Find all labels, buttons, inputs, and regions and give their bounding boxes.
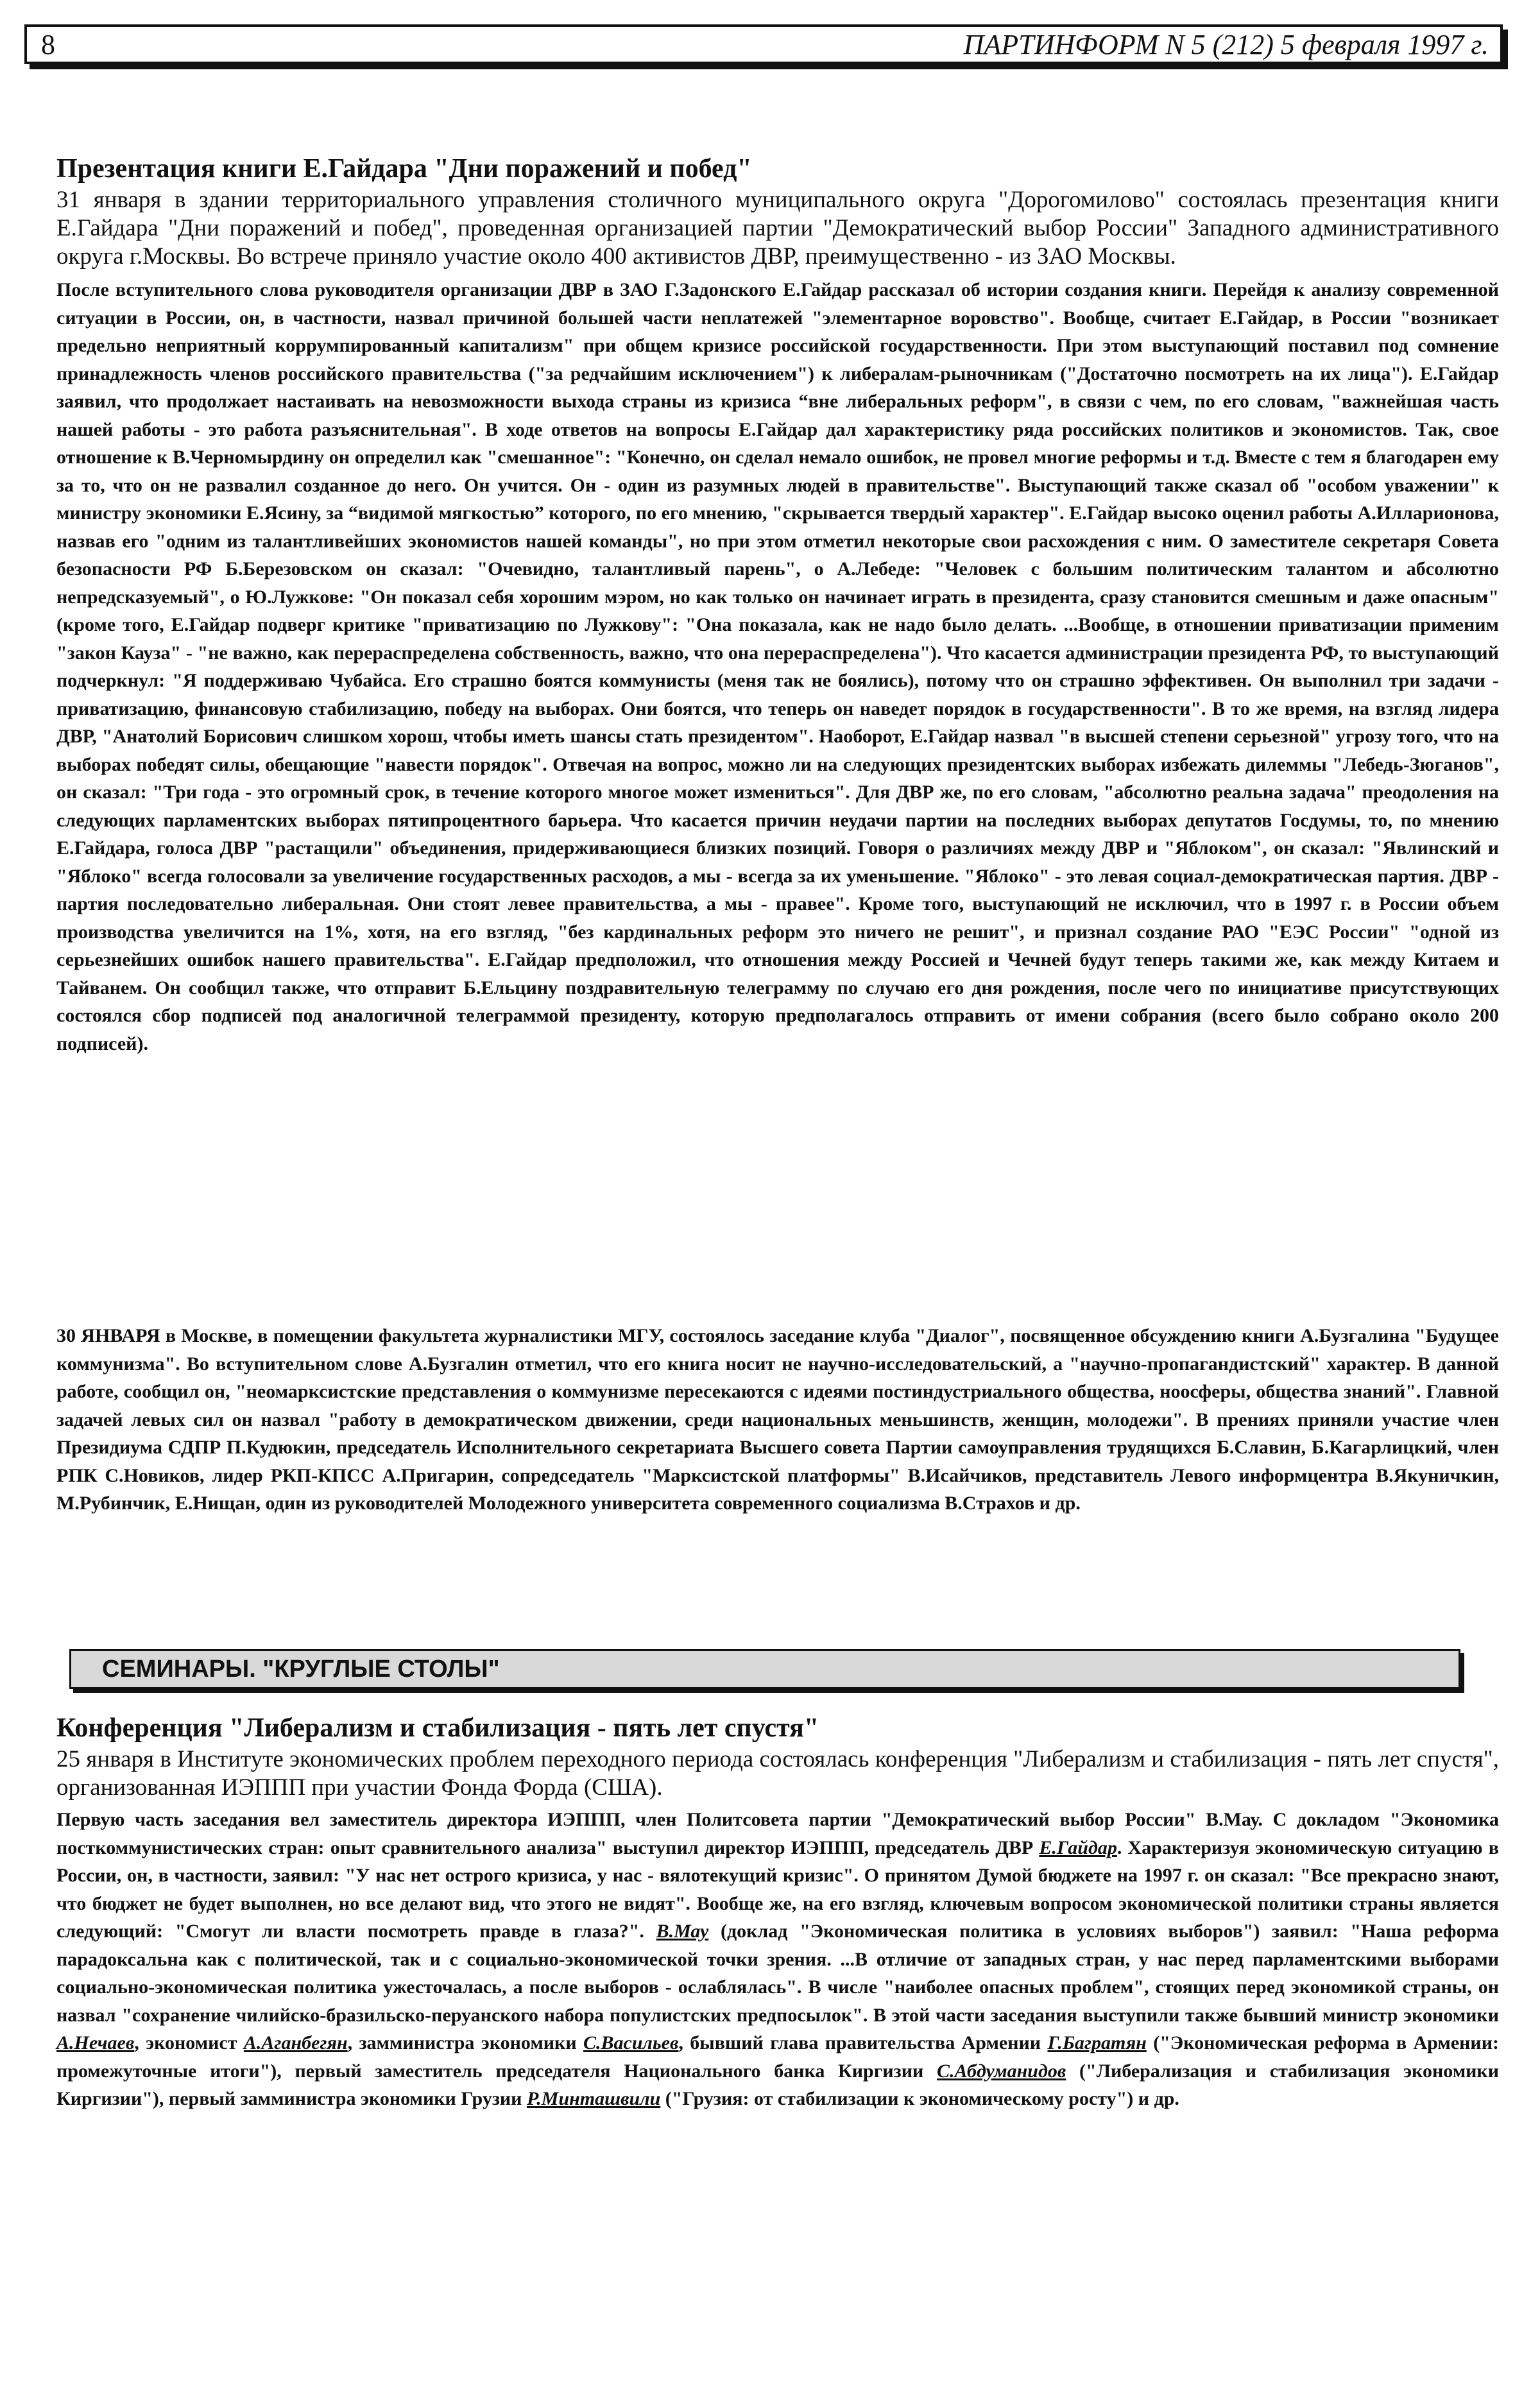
article-lead: 25 января в Институте экономических проблем переходного периода состоялась конференция "Либерализм и стабилизация - пять лет спустя", организованная ИЭППП при участии Фонда Форда (США). — [56, 1746, 1499, 1801]
speaker-name: Р.Минташвили — [526, 2088, 661, 2109]
speaker-name: В.Мау — [656, 1921, 709, 1942]
article-title: Презентация книги Е.Гайдара "Дни поражений и побед" — [56, 154, 752, 184]
body-text-segment: , бывший глава правительства Армении — [678, 2032, 1048, 2053]
body-text-segment: . Характеризуя экономическую ситуацию в России, он, в частности, заявил: "У нас нет острого кризиса, у нас - вялотекущий кризис". О принятом Думой бюджете на 1997 г. он сказал: "Все прекрасно знают, что бюджет не будет выполнен, но все делают вид, что этого не видят". Вообще же, на его взгляд, ключевым вопросом экономической политики страны является следующий: "Смогут ли власти посмотреть правде в глаза?". — [56, 1837, 1500, 1942]
article-body: 30 ЯНВАРЯ в Москве, в помещении факультета журналистики МГУ, состоялось заседание клуба "Диалог", посвященное обсуждению книги А.Бузгалина "Будущее коммунизма". Во вступительном слове А.Бузгалин отметил, что его книга носит не научно-исследовательский, а "научно-пропагандистский" характер. В данной работе, сообщил он, "неомарксистские представления о коммунизме пересекаются с идеями постиндустриального общества, ноосферы, общества знаний". Главной задачей левых сил он назвал "работу в демократическом движении, среди национальных меньшинств, женщин, молодежи". В прениях приняли участие член Президиума СДПР П.Кудюкин, председатель Исполнительного секретариата Высшего совета Партии самоуправления трудящихся Б.Славин, Б.Кагарлицкий, член РПК С.Новиков, лидер РКП-КПСС А.Пригарин, сопредседатель "Марксистской платформы" В.Исайчиков, представитель Левого информцентра В.Якуничкин, М.Рубинчик, Е.Нищан, один из руководителей Молодежного университета современного социализма В.Страхов и др. — [56, 1325, 1499, 1514]
body-text-segment: ("Либерализация и стабилизация экономики Киргизии"), первый замминистра экономики Грузии — [56, 2060, 1499, 2109]
publication-info: ПАРТИНФОРМ N 5 (212) 5 февраля 1997 г. — [963, 28, 1489, 60]
article-dialog-club — [56, 1322, 1499, 1518]
body-text-segment: (доклад "Экономическая политика в условиях выборов") заявил: "Наша реформа парадоксальна как с политической, так и с социально-экономической точки зрения. ...В отличие от западных стран, у нас перед парламентскими выборами социально-экономическая политика ужесточалась, а после выборов - ослаблялась". В числе "наиболее опасных проблем", стоящих перед экономикой страны, он назвал "сохранение чилийско-бразильско-перуанского набора популистских предпосылок". В этой части заседания выступили также бывший министр экономики — [56, 1921, 1499, 2026]
speaker-name: С.Абдуманидов — [936, 2060, 1066, 2082]
body-text-segment: Первую часть заседания вел заместитель директора ИЭППП, член Политсовета партии "Демократический выбор России" В.Мау. С докладом "Экономика посткоммунистических стран: опыт сравнительного анализа" выступил директор ИЭППП, председатель ДВР — [56, 1809, 1499, 1858]
body-text-segment: , экономист — [134, 2032, 244, 2053]
article-body — [56, 1806, 1499, 2113]
speaker-name: С.Васильев — [583, 2032, 679, 2053]
body-text-segment: ("Экономическая реформа в Армении: промежуточные итоги"), первый заместитель председателя Национального банка Киргизии — [56, 2032, 1499, 2082]
section-heading — [69, 1649, 1460, 1689]
body-text-segment: ("Грузия: от стабилизации к экономическому росту") и др. — [660, 2088, 1179, 2109]
speaker-name: Г.Багратян — [1047, 2032, 1147, 2053]
article-lead: 31 января в здании территориального управления столичного муниципального округа "Дорогомилово" состоялась презентация книги Е.Гайдара "Дни поражений и побед", проведенная организацией партии "Демократический выбор России" Западного административного округа г.Москвы. Во встрече приняло участие около 400 активистов ДВР, преимущественно - из ЗАО Москвы. — [56, 187, 1499, 270]
page-number: 8 — [41, 28, 55, 60]
speaker-name: А.Аганбегян — [243, 2032, 348, 2053]
body-text-segment: , замминистра экономики — [347, 2032, 584, 2053]
section-label: СЕМИНАРЫ. "КРУГЛЫЕ СТОЛЫ" — [102, 1655, 500, 1683]
article-title: Конференция "Либерализм и стабилизация - пять лет спустя" — [56, 1713, 819, 1743]
article-gaidar-presentation — [56, 153, 1499, 1058]
article-liberalism-conference — [56, 1712, 1499, 2113]
speaker-name: А.Нечаев — [56, 2032, 135, 2053]
article-body: После вступительного слова руководителя организации ДВР в ЗАО Г.Задонского Е.Гайдар рассказал об истории создания книги. Перейдя к анализу современной ситуации в России, он, в частности, назвал причиной большей части неплатежей "элементарное воровство". Вообще, считает Е.Гайдар, в России "возникает предельно неприятный коррумпированный капитализм" при общем кризисе российской государственности. При этом выступающий поставил под сомнение принадлежность членов российского правительства ("за редчайшим исключением") к либералам-рыночникам ("Достаточно посмотреть на их лица"). Е.Гайдар заявил, что продолжает настаивать на невозможности выхода страны из кризиса “вне либеральных реформ", в связи с чем, по его словам, "важнейшая часть нашей работы - это работа разъяснительная". В ходе ответов на вопросы Е.Гайдар дал характеристику ряда российских политиков и экономистов. Так, свое отношение к В.Черномырдину он определил как "смешанное": "Конечно, он сделал немало ошибок, не провел многие реформы и т.д. Вместе с тем я благодарен ему за то, что он не развалил созданное до него. Он учится. Он - один из разумных людей в правительстве". Выступающий также сказал об "особом уважении" к министру экономики Е.Ясину, за “видимой мягкостью” которого, по его мнению, "скрывается твердый характер". Е.Гайдар высоко оценил работы А.Илларионова, назвав его "одним из талантливейших экономистов нашей команды", но при этом отметил некоторые свои расхождения с ним. О заместителе секретаря Совета безопасности РФ Б.Березовском он сказал: "Очевидно, талантливый парень", о А.Лебеде: "Человек с большим политическим талантом и абсолютно непредсказуемый", о Ю.Лужкове: "Он показал себя хорошим мэром, но как только он начинает играть в президента, сразу становится смешным и даже опасным" (кроме того, Е.Гайдар подверг критике "приватизацию по Лужкову": "Она показала, как не надо было делать. ...Вообще, в отношении приватизации применим "закон Кауза" - "не важно, как перераспределена собственность, важно, что она перераспределена"). Что касается администрации президента РФ, то выступающий подчеркнул: "Я поддерживаю Чубайса. Его страшно боятся коммунисты (меня так не боялись), потому что он страшно эффективен. Он выполнил три задачи - приватизацию, финансовую стабилизацию, победу на выборах. Они боятся, что теперь он наведет порядок в государственности". В то же время, на взгляд лидера ДВР, "Анатолий Борисович слишком хорош, чтобы иметь шансы стать президентом". Наоборот, Е.Гайдар назвал "в высшей степени серьезной" угрозу того, что на выборах победят силы, обещающие "навести порядок". Отвечая на вопрос, можно ли на следующих президентских выборах избежать дилеммы "Лебедь-Зюганов", он сказал: "Три года - это огромный срок, в течение которого многое может измениться". Для ДВР же, по его словам, "абсолютно реальна задача" преодоления на следующих парламентских выборах пятипроцентного барьера. Что касается причин неудачи партии на последних выборах депутатов Госдумы, то, по мнению Е.Гайдара, голоса ДВР "растащили" объединения, придерживающиеся близких позиций. Говоря о различиях между ДВР и "Яблоком", он сказал: "Явлинский и "Яблоко" всегда голосовали за увеличение государственных расходов, а мы - всегда за их уменьшение. "Яблоко" - это левая социал-демократическая партия. ДВР - партия последовательно либеральная. Они стоят левее правительства, а мы - правее". Кроме того, выступающий не исключил, что в 1997 г. в России объем производства увеличится на 1%, хотя, на его взгляд, "без кардинальных реформ это ничего не решит", и признал создание РАО "ЕЭС России" "одной из серьезнейших ошибок нашего правительства". Е.Гайдар предположил, что отношения между Россией и Чечней будут теперь такими же, как между Китаем и Тайванем. Он сообщил также, что отправит Б.Ельцину поздравительную телеграмму по случаю его дня рождения, после чего по инициативе присутствующих состоялся сбор подписей под аналогичной телеграммой президенту, которую предполагалось отправить от имени собрания (всего было собрано около 200 подписей). — [56, 279, 1499, 1054]
page-header — [24, 24, 1503, 64]
speaker-name: Е.Гайдар — [1039, 1837, 1117, 1858]
